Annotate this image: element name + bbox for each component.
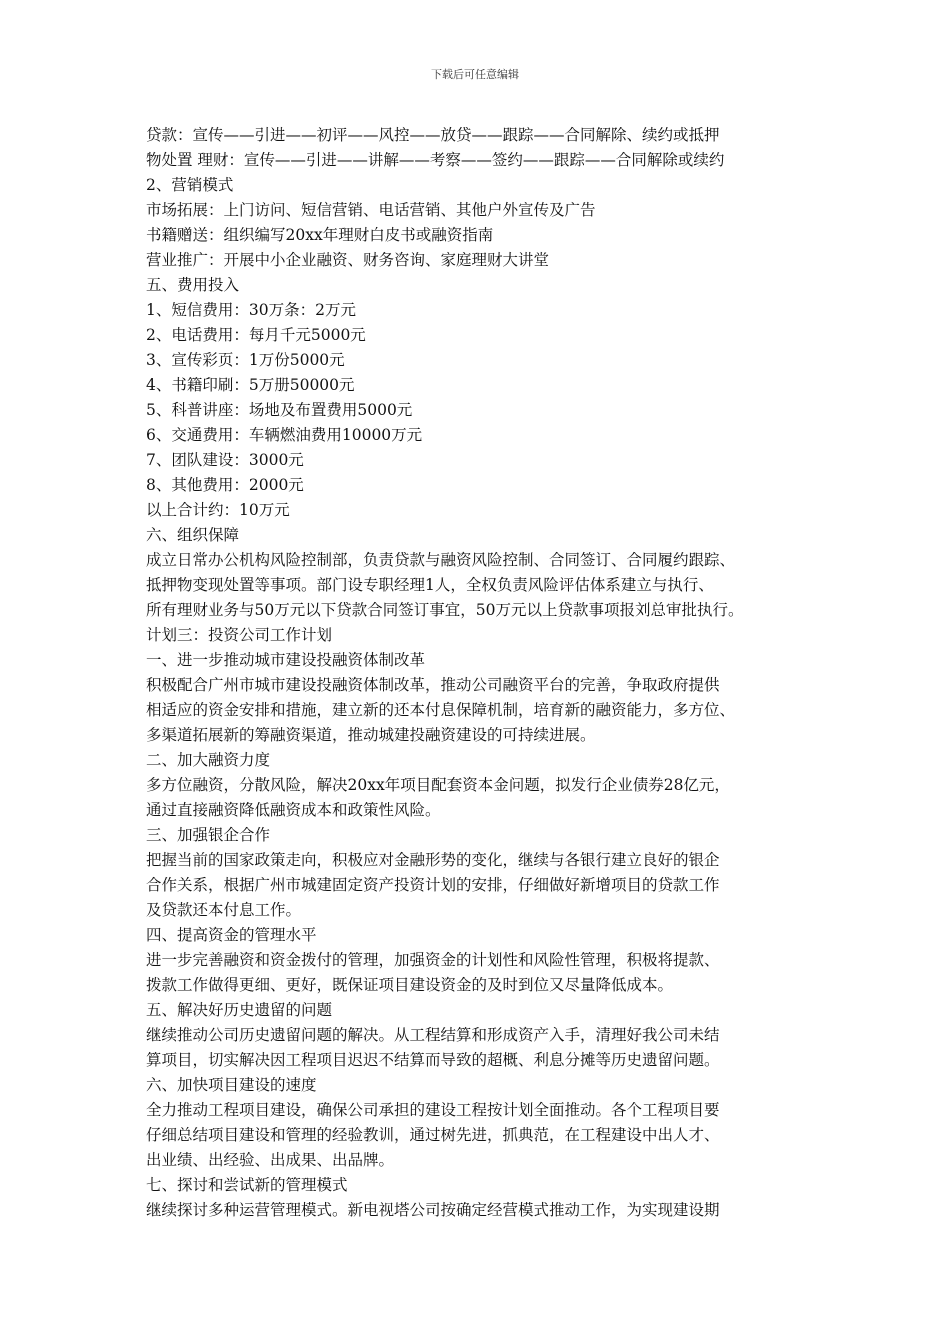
text-line: 六、组织保障 bbox=[146, 526, 240, 544]
text-line: 继续推动公司历史遗留问题的解决。从工程结算和形成资产入手，清理好我公司未结 bbox=[146, 1026, 720, 1044]
text-line: 书籍赠送：组织编写20xx年理财白皮书或融资指南 bbox=[146, 226, 494, 244]
text-line: 继续探讨多种运营管理模式。新电视塔公司按确定经营模式推动工作，为实现建设期 bbox=[146, 1201, 720, 1219]
text-line: 全力推动工程项目建设，确保公司承担的建设工程按计划全面推动。各个工程项目要 bbox=[146, 1101, 720, 1119]
text-line: 2、营销模式 bbox=[146, 176, 234, 194]
text-line: 七、探讨和尝试新的管理模式 bbox=[146, 1176, 348, 1194]
text-line: 7、团队建设：3000元 bbox=[146, 451, 304, 469]
text-line: 营业推广：开展中小企业融资、财务咨询、家庭理财大讲堂 bbox=[146, 251, 550, 269]
text-line: 五、解决好历史遗留的问题 bbox=[146, 1001, 333, 1019]
text-line: 积极配合广州市城市建设投融资体制改革，推动公司融资平台的完善，争取政府提供 bbox=[146, 676, 720, 694]
text-line: 成立日常办公机构风险控制部，负责贷款与融资风险控制、合同签订、合同履约跟踪、 bbox=[146, 551, 736, 569]
text-line: 2、电话费用：每月千元5000元 bbox=[146, 326, 366, 344]
page-header: 下载后可任意编辑 bbox=[431, 68, 519, 81]
text-line: 拨款工作做得更细、更好，既保证项目建设资金的及时到位又尽量降低成本。 bbox=[146, 976, 674, 994]
text-line: 合作关系，根据广州市城建固定资产投资计划的安排，仔细做好新增项目的贷款工作 bbox=[146, 876, 720, 894]
text-line: 进一步完善融资和资金拨付的管理，加强资金的计划性和风险性管理，积极将提款、 bbox=[146, 951, 720, 969]
text-line: 仔细总结项目建设和管理的经验教训，通过树先进，抓典范，在工程建设中出人才、 bbox=[146, 1126, 720, 1144]
text-line: 计划三：投资公司工作计划 bbox=[146, 626, 333, 644]
text-line: 六、加快项目建设的速度 bbox=[146, 1076, 317, 1094]
text-line: 把握当前的国家政策走向，积极应对金融形势的变化，继续与各银行建立良好的银企 bbox=[146, 851, 720, 869]
text-line: 相适应的资金安排和措施，建立新的还本付息保障机制，培育新的融资能力，多方位、 bbox=[146, 701, 736, 719]
text-line: 算项目，切实解决因工程项目迟迟不结算而导致的超概、利息分摊等历史遗留问题。 bbox=[146, 1051, 720, 1069]
text-line: 三、加强银企合作 bbox=[146, 826, 271, 844]
text-line: 四、提高资金的管理水平 bbox=[146, 926, 317, 944]
text-line: 以上合计约：10万元 bbox=[146, 501, 290, 519]
text-line: 抵押物变现处置等事项。部门设专职经理1人，全权负责风险评估体系建立与执行、 bbox=[146, 576, 714, 594]
text-line: 物处置 理财：宣传——引进——讲解——考察——签约——跟踪——合同解除或续约 bbox=[146, 151, 725, 169]
text-line: 所有理财业务与50万元以下贷款合同签订事宜，50万元以上贷款事项报刘总审批执行。 bbox=[146, 601, 744, 619]
text-line: 6、交通费用：车辆燃油费用10000万元 bbox=[146, 426, 423, 444]
text-line: 二、加大融资力度 bbox=[146, 751, 271, 769]
text-line: 3、宣传彩页：1万份5000元 bbox=[146, 351, 345, 369]
document-body bbox=[146, 123, 846, 1223]
text-line: 通过直接融资降低融资成本和政策性风险。 bbox=[146, 801, 441, 819]
text-line: 1、短信费用：30万条：2万元 bbox=[146, 301, 356, 319]
text-line: 多渠道拓展新的筹融资渠道，推动城建投融资建设的可持续进展。 bbox=[146, 726, 596, 744]
text-line: 一、进一步推动城市建设投融资体制改革 bbox=[146, 651, 426, 669]
text-line: 8、其他费用：2000元 bbox=[146, 476, 304, 494]
text-line: 5、科普讲座：场地及布置费用5000元 bbox=[146, 401, 413, 419]
text-line: 出业绩、出经验、出成果、出品牌。 bbox=[146, 1151, 395, 1169]
text-line: 五、费用投入 bbox=[146, 276, 240, 294]
text-line: 及贷款还本付息工作。 bbox=[146, 901, 302, 919]
text-line: 市场拓展：上门访问、短信营销、电话营销、其他户外宣传及广告 bbox=[146, 201, 596, 219]
text-line: 4、书籍印刷：5万册50000元 bbox=[146, 376, 355, 394]
text-line: 多方位融资，分散风险，解决20xx年项目配套资本金问题，拟发行企业债券28亿元， bbox=[146, 776, 730, 794]
text-line: 贷款：宣传——引进——初评——风控——放贷——跟踪——合同解除、续约或抵押 bbox=[146, 126, 720, 144]
